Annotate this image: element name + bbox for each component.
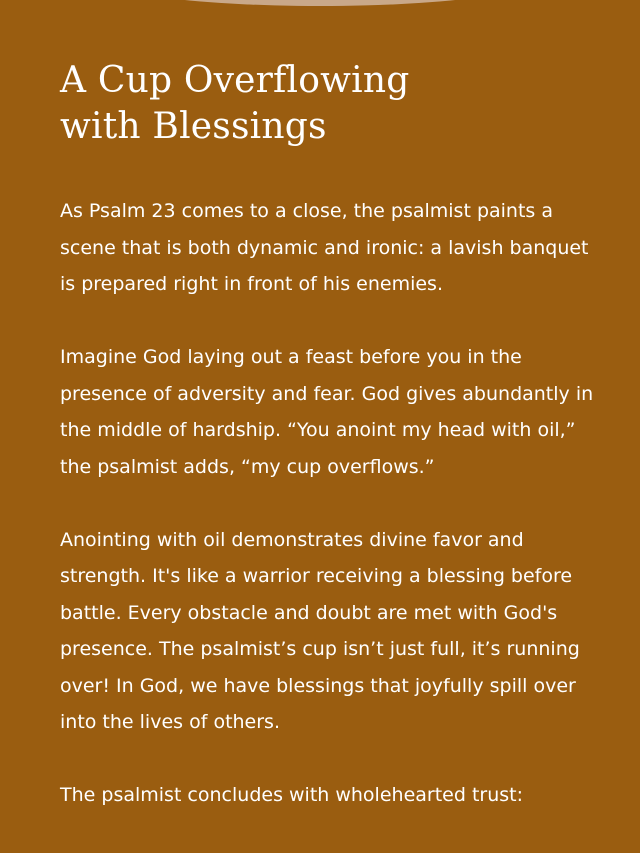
- title-line-2: with Blessings: [60, 106, 327, 147]
- paragraph-1: As Psalm 23 comes to a close, the psalmist paints a scene that is both dynamic and ironic: a lavish banquet is prepared right in front of his enemies.: [60, 200, 589, 295]
- paragraph-2: Imagine God laying out a feast before you in the presence of adversity and fear. God gives abundantly in the middle of hardship. “You anoint my head with oil,” the psalmist adds, “my cup overflows.”: [60, 346, 594, 478]
- article-content: [60, 58, 605, 814]
- title-line-1: A Cup Overflowing: [60, 60, 410, 101]
- paragraph-3: Anointing with oil demonstrates divine favor and strength. It's like a warrior receiving a blessing before battle. Every obstacle and doubt are met with God's presence. The psalmist’s cup isn’t just full, it’s running over! In God, we have blessings that joyfully spill over into the lives of others.: [60, 528, 580, 733]
- paragraph-4: The psalmist concludes with wholehearted trust:: [60, 784, 524, 806]
- top-decorative-arc: [85, 0, 555, 6]
- article-title: [60, 58, 605, 150]
